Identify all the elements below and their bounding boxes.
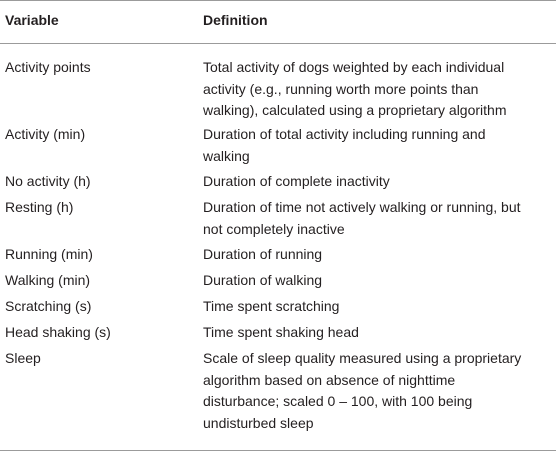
row-head-shaking-definition	[203, 322, 548, 344]
row-scratching-variable: Scratching (s)	[5, 298, 92, 314]
row-no-activity-variable: No activity (h)	[5, 173, 91, 189]
definition-line: walking	[203, 147, 250, 164]
header-divider-rule	[0, 43, 556, 44]
row-scratching-definition	[203, 296, 548, 318]
table-top-rule	[0, 0, 556, 1]
row-activity-min-definition	[203, 124, 548, 167]
definition-line: Duration of complete inactivity	[203, 173, 390, 189]
row-no-activity-definition	[203, 171, 548, 193]
definition-line: Total activity of dogs weighted by each individual	[203, 59, 505, 75]
definition-line: Duration of running	[203, 246, 323, 262]
row-running-definition	[203, 244, 548, 266]
row-activity-points-variable: Activity points	[5, 59, 91, 75]
header-definition: Definition	[203, 12, 268, 28]
row-activity-min-variable: Activity (min)	[5, 126, 86, 142]
definition-line: Time spent shaking head	[203, 324, 359, 340]
row-sleep-variable: Sleep	[5, 350, 41, 366]
header-variable: Variable	[5, 12, 59, 28]
definition-line: disturbance; scaled 0 – 100, with 100 being	[203, 393, 473, 409]
row-resting-variable: Resting (h)	[5, 199, 74, 215]
row-head-shaking-variable: Head shaking (s)	[5, 324, 111, 340]
definition-line: walking), calculated using a proprietary algorithm	[203, 102, 507, 118]
row-walking-definition	[203, 270, 548, 292]
definition-line: activity (e.g., running worth more points than	[203, 80, 479, 97]
definition-line: Scale of sleep quality measured using a proprietary	[203, 350, 522, 366]
definition-line: Duration of walking	[203, 272, 323, 288]
row-sleep-definition	[203, 348, 548, 434]
definition-line: undisturbed sleep	[203, 414, 314, 431]
definition-line: Duration of time not actively walking or running, but	[203, 199, 521, 215]
row-resting-definition	[203, 197, 548, 240]
definition-line: not completely inactive	[203, 220, 345, 237]
definition-line: algorithm based on absence of nighttime	[203, 371, 456, 388]
row-walking-variable: Walking (min)	[5, 272, 91, 288]
definition-line: Duration of total activity including running and	[203, 126, 486, 142]
row-running-variable: Running (min)	[5, 246, 93, 262]
row-activity-points-definition	[203, 57, 548, 122]
definition-line: Time spent scratching	[203, 298, 340, 314]
